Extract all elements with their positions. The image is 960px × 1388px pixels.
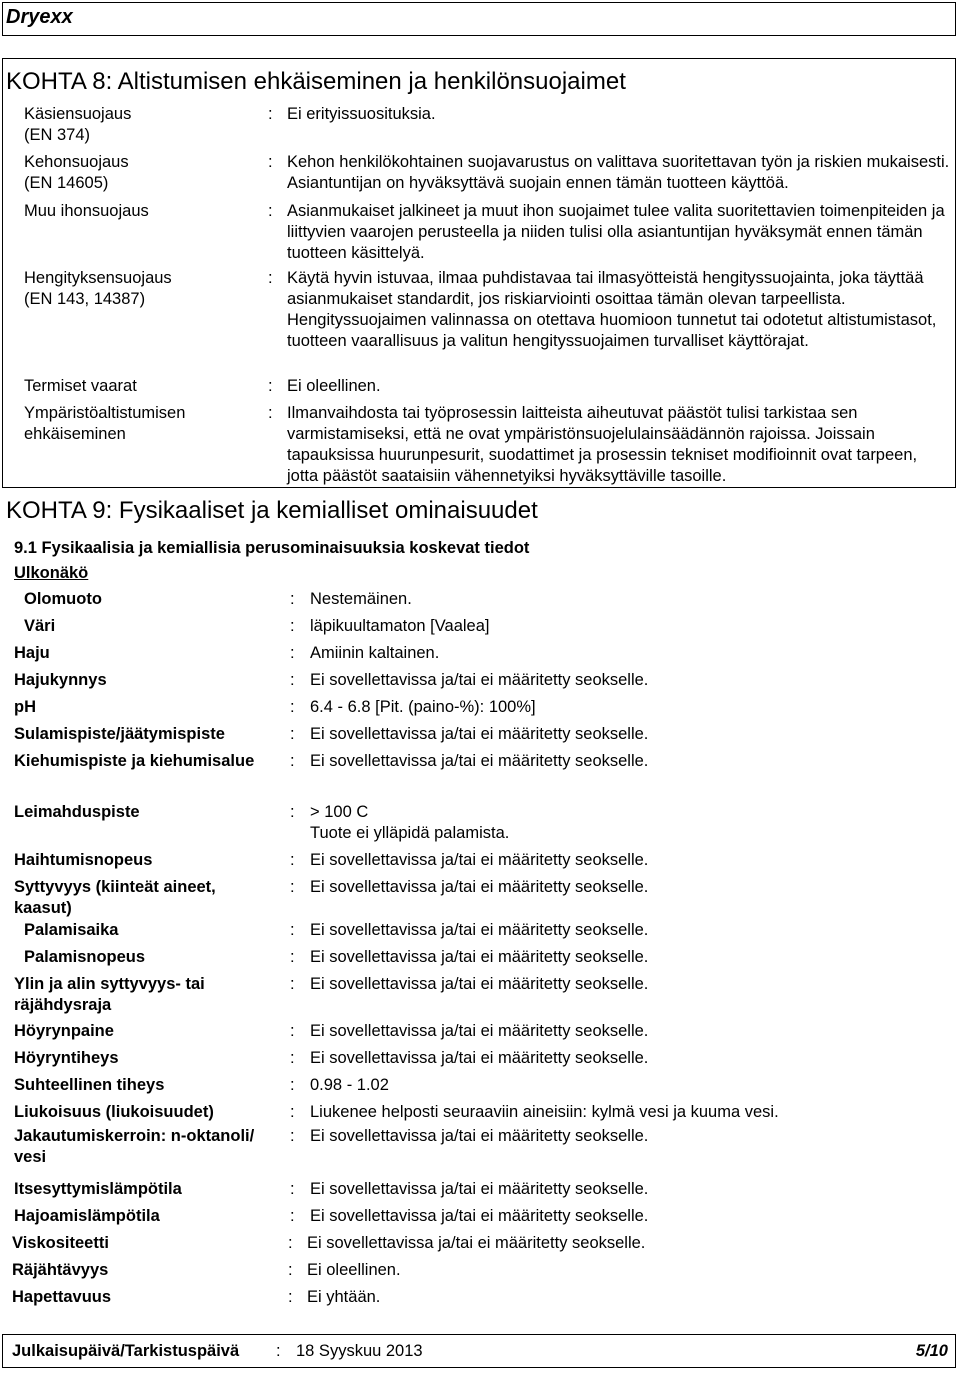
property-value: Amiinin kaltainen. xyxy=(310,644,440,662)
colon-separator: : xyxy=(268,377,273,395)
property-value: Ei sovellettavissa ja/tai ei määritetty seokselle. xyxy=(310,1127,649,1145)
property-value: > 100 C xyxy=(310,803,369,821)
property-label: Räjähtävyys xyxy=(12,1261,109,1279)
property-value: Ei oleellinen. xyxy=(307,1261,401,1279)
colon-separator: : xyxy=(290,975,295,993)
header-bar xyxy=(2,2,956,36)
colon-separator: : xyxy=(290,921,295,939)
property-label: Leimahduspiste xyxy=(14,803,140,821)
property-label: Väri xyxy=(24,617,56,635)
property-label: Viskositeetti xyxy=(12,1234,109,1252)
section-8-row-label: (EN 374) xyxy=(24,126,91,144)
colon-separator: : xyxy=(290,878,295,896)
property-label: Haju xyxy=(14,644,50,662)
colon-separator: : xyxy=(268,202,273,220)
property-label: Jakautumiskerroin: n-oktanoli/ xyxy=(14,1127,255,1145)
property-value: Ei sovellettavissa ja/tai ei määritetty seokselle. xyxy=(310,671,649,689)
property-value: Ei sovellettavissa ja/tai ei määritetty seokselle. xyxy=(310,851,649,869)
property-value: Ei sovellettavissa ja/tai ei määritetty seokselle. xyxy=(310,725,649,743)
colon-separator: : xyxy=(290,644,295,662)
property-value: Ei sovellettavissa ja/tai ei määritetty seokselle. xyxy=(310,878,649,896)
property-label: Höyryntiheys xyxy=(14,1049,119,1067)
property-label: Itsesyttymislämpötila xyxy=(14,1180,182,1198)
property-value: Ei sovellettavissa ja/tai ei määritetty seokselle. xyxy=(310,1207,649,1225)
property-label: Palamisaika xyxy=(24,921,119,939)
property-value: Ei sovellettavissa ja/tai ei määritetty seokselle. xyxy=(310,921,649,939)
section-8-row-label: Hengityksensuojaus xyxy=(24,269,172,287)
colon-separator: : xyxy=(288,1234,293,1252)
colon-separator: : xyxy=(290,948,295,966)
property-label: pH xyxy=(14,698,36,716)
appearance-heading: Ulkonäkö xyxy=(14,564,89,582)
colon-separator: : xyxy=(288,1288,293,1306)
colon-separator: : xyxy=(290,1127,295,1145)
property-label: Kiehumispiste ja kiehumisalue xyxy=(14,752,255,770)
section-8-row-value: Ei erityissuosituksia. xyxy=(287,105,436,123)
property-value: Ei sovellettavissa ja/tai ei määritetty seokselle. xyxy=(307,1234,646,1252)
colon-separator: : xyxy=(268,153,273,171)
property-label: räjähdysraja xyxy=(14,996,112,1014)
property-label: Ylin ja alin syttyvyys- tai xyxy=(14,975,205,993)
colon-separator: : xyxy=(290,590,295,608)
page-number: 5/10 xyxy=(915,1342,948,1360)
colon-separator: : xyxy=(290,671,295,689)
property-value: Tuote ei ylläpidä palamista. xyxy=(310,824,510,842)
colon-separator: : xyxy=(268,269,273,287)
brand-name: Dryexx xyxy=(6,6,73,28)
property-label: Liukoisuus (liukoisuudet) xyxy=(14,1103,214,1121)
colon-separator: : xyxy=(290,1076,295,1094)
property-label: Hapettavuus xyxy=(12,1288,112,1306)
property-label: Sulamispiste/jäätymispiste xyxy=(14,725,225,743)
section-8-row-label: (EN 14605) xyxy=(24,174,109,192)
colon-separator: : xyxy=(290,752,295,770)
section-8-row-label: Käsiensuojaus xyxy=(24,105,132,123)
footer-colon: : xyxy=(276,1342,281,1360)
colon-separator: : xyxy=(268,404,273,422)
section-8-row-label: Ympäristöaltistumisen xyxy=(24,404,186,422)
section-8-row-value: Ilmanvaihdosta tai työprosessin laitteista aiheutuvat päästöt tulisi tarkistaa sen varmistamiseksi, että ne ovat ympäristönsuojelulainsäädännön rajoissa. Joissain tapauksissa huurunpesurit, suodattimet ja prosessin tekniset modifioinnit ovat tarpeen, jotta päästöt saataisiin vähennetyiksi hyväksyttäville tasoille. xyxy=(287,404,918,485)
section-8-row-label: Termiset vaarat xyxy=(24,377,137,395)
section-9-title: KOHTA 9: Fysikaaliset ja kemialliset ominaisuudet xyxy=(6,497,538,524)
property-value: Nestemäinen. xyxy=(310,590,412,608)
colon-separator: : xyxy=(290,1022,295,1040)
colon-separator: : xyxy=(290,698,295,716)
property-label: Suhteellinen tiheys xyxy=(14,1076,165,1094)
section-9-subtitle: 9.1 Fysikaalisia ja kemiallisia perusominaisuuksia koskevat tiedot xyxy=(14,539,530,557)
property-label: Höyrynpaine xyxy=(14,1022,114,1040)
property-label: vesi xyxy=(14,1148,47,1166)
property-value: Ei sovellettavissa ja/tai ei määritetty seokselle. xyxy=(310,752,649,770)
property-label: Olomuoto xyxy=(24,590,102,608)
colon-separator: : xyxy=(290,803,295,821)
property-label: kaasut) xyxy=(14,899,72,917)
property-label: Hajukynnys xyxy=(14,671,107,689)
property-value: Ei yhtään. xyxy=(307,1288,381,1306)
colon-separator: : xyxy=(290,1049,295,1067)
property-value: Ei sovellettavissa ja/tai ei määritetty seokselle. xyxy=(310,1022,649,1040)
property-label: Syttyvyys (kiinteät aineet, xyxy=(14,878,216,896)
property-value: Ei sovellettavissa ja/tai ei määritetty seokselle. xyxy=(310,1180,649,1198)
section-8-title: KOHTA 8: Altistumisen ehkäiseminen ja henkilönsuojaimet xyxy=(6,68,626,95)
section-8-row-label: Muu ihonsuojaus xyxy=(24,202,149,220)
section-8-row-value: Ei oleellinen. xyxy=(287,377,381,395)
colon-separator: : xyxy=(290,851,295,869)
section-8-row-value: Kehon henkilökohtainen suojavarustus on valittava suoritettavan työn ja riskien mukaisesti. Asiantuntijan on hyväksyttävä suojain ennen tämän tuotteen käyttöä. xyxy=(287,153,950,192)
property-value: Ei sovellettavissa ja/tai ei määritetty seokselle. xyxy=(310,975,649,993)
property-value: Ei sovellettavissa ja/tai ei määritetty seokselle. xyxy=(310,1049,649,1067)
section-8-row-value: Käytä hyvin istuvaa, ilmaa puhdistavaa tai ilmasyötteistä hengityssuojainta, joka täyttää asianmukaiset standardit, jos riskiarviointi osoittaa tämän olevan tarpeellista. Hengityssuojaimen valinnassa on otettava huomioon tunnetut tai odotetut altistumistasot, tuotteen vaarallisuus ja valitun hengityssuojaimen turvalliset käyttörajat. xyxy=(287,269,937,350)
property-value: Ei sovellettavissa ja/tai ei määritetty seokselle. xyxy=(310,948,649,966)
property-label: Palamisnopeus xyxy=(24,948,146,966)
section-8-row-value: Asianmukaiset jalkineet ja muut ihon suojaimet tulee valita suoritettavien toimenpiteiden ja liittyvien vaarojen perusteella ja niiden tulisi olla asiantuntijan hyväksymät ennen tämän tuotteen käsittelyä. xyxy=(287,202,945,262)
property-label: Hajoamislämpötila xyxy=(14,1207,160,1225)
section-8-row-label: ehkäiseminen xyxy=(24,425,126,443)
property-value: 6.4 - 6.8 [Pit. (paino-%): 100%] xyxy=(310,698,536,716)
colon-separator: : xyxy=(290,1207,295,1225)
footer-date-label: Julkaisupäivä/Tarkistuspäivä xyxy=(12,1342,240,1360)
property-label: Haihtumisnopeus xyxy=(14,851,153,869)
section-8-row-label: (EN 143, 14387) xyxy=(24,290,146,308)
colon-separator: : xyxy=(290,1180,295,1198)
property-value: läpikuultamaton [Vaalea] xyxy=(310,617,490,635)
footer-date: 18 Syyskuu 2013 xyxy=(296,1342,423,1360)
colon-separator: : xyxy=(288,1261,293,1279)
property-value: 0.98 - 1.02 xyxy=(310,1076,389,1094)
property-value: Liukenee helposti seuraaviin aineisiin: kylmä vesi ja kuuma vesi. xyxy=(310,1103,779,1121)
colon-separator: : xyxy=(290,1103,295,1121)
colon-separator: : xyxy=(290,725,295,743)
section-8-row-label: Kehonsuojaus xyxy=(24,153,129,171)
colon-separator: : xyxy=(290,617,295,635)
colon-separator: : xyxy=(268,105,273,123)
